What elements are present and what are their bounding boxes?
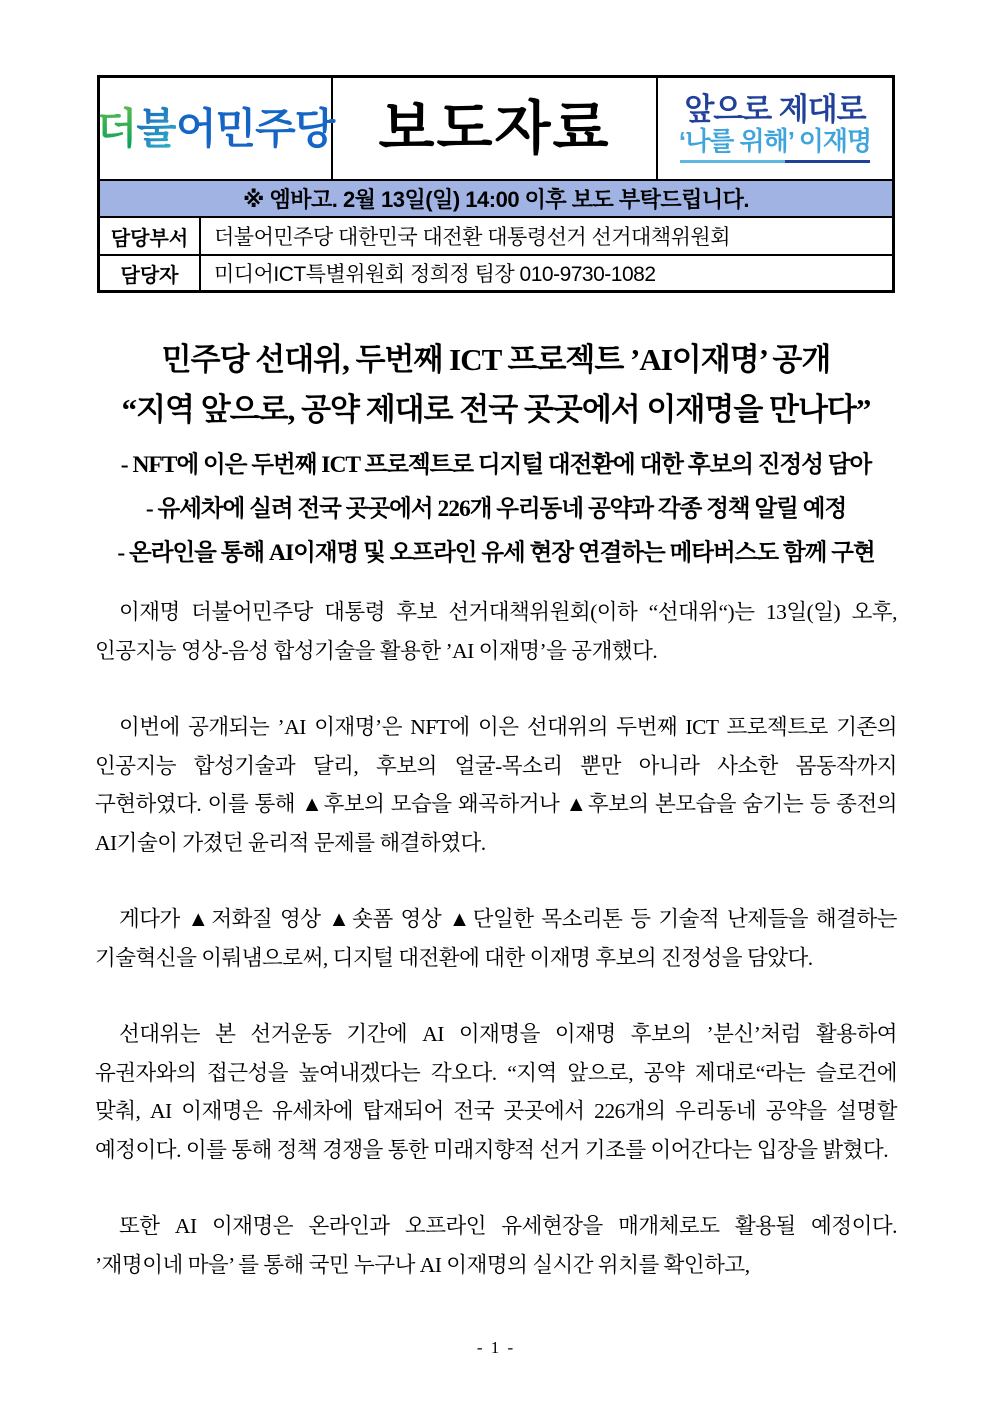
header-top-row <box>96 78 892 181</box>
party-logo <box>96 104 335 152</box>
body-paragraph: 선대위는 본 선거운동 기간에 AI 이재명을 이재명 후보의 ’분신’처럼 활용하여 유권자와의 접근성을 높여내겠다는 각오다. “지역 앞으로, 공약 제대로“라는 슬로건에 맞춰, AI 이재명은 유세차에 탑재되어 전국 곳곳에서 226개의 우리동네 공약을 설명할 예정이다. 이를 통해 정책 경쟁을 통한 미래지향적 선거 기조를 이어간다는 입장을 밝혔다. <box>95 1022 897 1162</box>
contact-person-row <box>100 254 892 290</box>
summary-bullet: - 온라인을 통해 AI이재명 및 오프라인 유세 현장 연결하는 메타버스도 함께 구현 <box>117 540 875 566</box>
press-release-title-cell <box>333 78 658 179</box>
embargo-banner: ※ 엠바고. 2월 13일(일) 14:00 이후 보도 부탁드립니다. <box>100 181 892 218</box>
logo-char-teal: 불 <box>136 104 176 152</box>
logo-chars-blue: 어민주당 <box>175 104 335 152</box>
contact-label: 담당자 <box>100 254 201 290</box>
body-paragraph: 이번에 공개되는 ’AI 이재명’은 NFT에 이은 선대위의 두번째 ICT 프로젝트로 기존의 인공지능 합성기술과 달리, 후보의 얼굴-목소리 뿐만 아니라 사소한 몸동작까지 구현하였다. 이를 통해 ▲후보의 모습을 왜곡하거나 ▲후보의 본모습을 숨기는 등 종전의 AI기술이 가졌던 윤리적 문제를 해결하였다. <box>95 715 897 855</box>
campaign-slogan-cell <box>658 78 892 179</box>
summary-bullet: - 유세차에 실려 전국 곳곳에서 226개 우리동네 공약과 각종 정책 알릴 예정 <box>145 496 847 522</box>
slogan-line1: 앞으로 제대로 <box>684 92 866 128</box>
summary-bullets <box>0 443 992 575</box>
summary-bullet: - NFT에 이은 두번째 ICT 프로젝트로 디지털 대전환에 대한 후보의 진정성 담아 <box>120 452 872 478</box>
slogan-line2: ‘나를 위해’ 이재명 <box>678 125 872 156</box>
slogan-underline <box>680 160 870 163</box>
body-paragraph: 또한 AI 이재명은 온라인과 오프라인 유세현장을 매개체로도 활용될 예정이다. ’재명이네 마을’ 를 통해 국민 누구나 AI 이재명의 실시간 위치를 확인하고, <box>95 1214 897 1277</box>
body-paragraph: 게다가 ▲저화질 영상 ▲숏폼 영상 ▲단일한 목소리톤 등 기술적 난제들을 해결하는 기술혁신을 이뤄냄으로써, 디지털 대전환에 대한 이재명 후보의 진정성을 담았다. <box>95 907 897 970</box>
department-value: 더불어민주당 대한민국 대전환 대통령선거 선거대책위원회 <box>214 226 730 249</box>
party-logo-cell <box>96 78 335 179</box>
article-body <box>95 593 897 1322</box>
document-subtitle: “지역 앞으로, 공약 제대로 전국 곳곳에서 이재명을 만나다” <box>121 392 871 427</box>
page-number: - 1 - <box>476 1338 516 1357</box>
contact-value: 미디어ICT특별위원회 정희정 팀장 010-9730-1082 <box>201 254 892 290</box>
underline-light-segment <box>680 160 785 163</box>
document-title: 민주당 선대위, 두번째 ICT 프로젝트 ’AI이재명’ 공개 <box>161 342 831 377</box>
body-paragraph: 이재명 더불어민주당 대통령 후보 선거대책위원회(이하 “선대위“)는 13일(일) 오후, 인공지능 영상-음성 합성기술을 활용한 ’AI 이재명’을 공개했다. <box>95 600 897 663</box>
contact-department-row <box>100 218 892 254</box>
department-label: 담당부서 <box>100 218 201 254</box>
underline-dark-segment <box>785 160 871 163</box>
header-table <box>97 75 895 293</box>
press-release-label: 보도자료 <box>378 95 611 161</box>
logo-char-green: 더 <box>96 104 137 152</box>
